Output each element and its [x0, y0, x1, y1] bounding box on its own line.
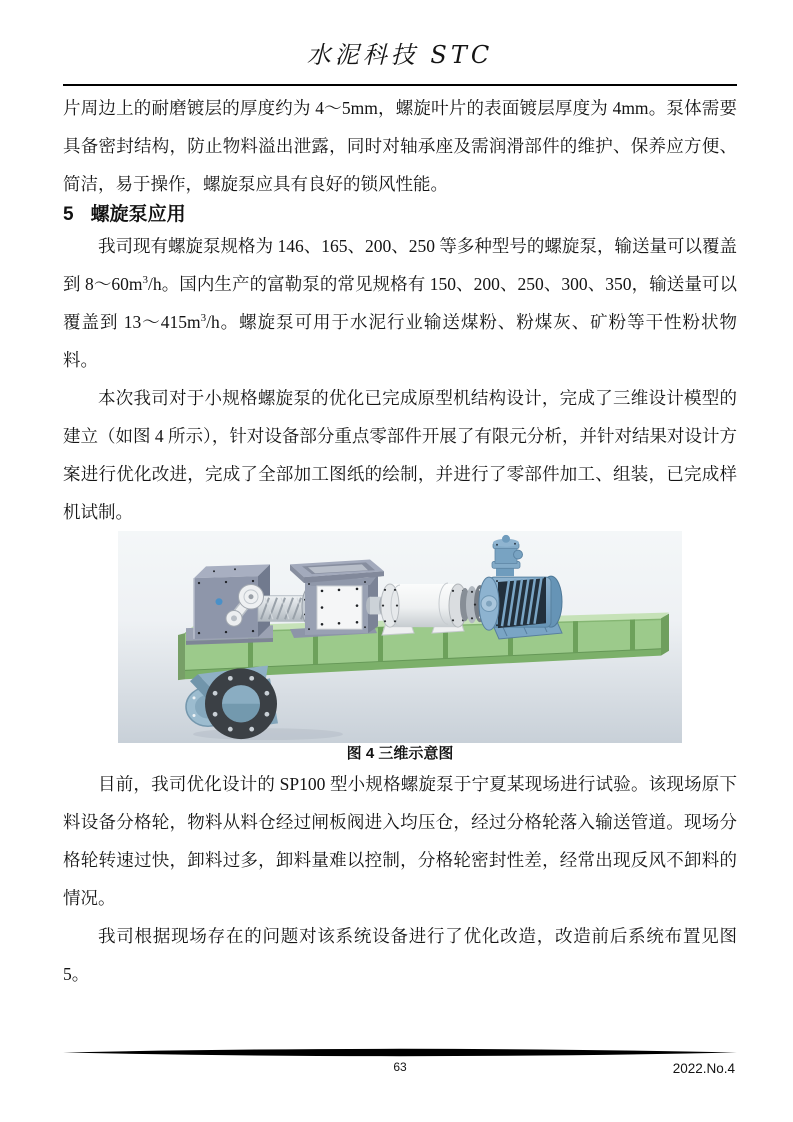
section-number: 5: [63, 204, 74, 225]
paragraph-specs: [63, 227, 737, 379]
journal-title: 水泥科技 STC: [306, 41, 494, 69]
page-content: [63, 0, 737, 993]
paragraph-retrofit: 我司根据现场存在的问题对该系统设备进行了优化改造，改造前后系统布置见图 5。: [63, 926, 737, 984]
footer-row: [63, 1057, 737, 1079]
footer-rule: [63, 1048, 737, 1057]
paragraph-design: 本次我司对于小规格螺旋泵的优化已完成原型机结构设计，完成了三维设计模型的建立（如图 4 所示），针对设备部分重点零部件开展了有限元分析，并针对结果对设计方案进行优化改进，完成了全部加工图纸的绘制，并进行了零部件加工、组装，已完成样机试制。: [63, 388, 737, 522]
section-heading: [63, 203, 737, 227]
header-rule: [63, 84, 737, 86]
motor: [479, 576, 562, 639]
figure-3d-model: [118, 531, 682, 743]
discharge-flange: [205, 668, 277, 739]
specs-text-1: 我司现有螺旋泵规格为 146、165、200、250 等多种型号的螺旋泵，输送量可以覆盖到 8～60m: [63, 236, 737, 294]
page-number: 63: [393, 1060, 407, 1074]
paragraph-field-test: 目前，我司优化设计的 SP100 型小规格螺旋泵于宁夏某现场进行试验。该现场原下料设备分格轮，物料从料仓经过闸板阀进入均压仓，经过分格轮落入输送管道。现场分格轮转速过快，卸料过多，卸料量难以控制，分格轮密封性差，经常出现反风不卸料的情况。: [63, 774, 737, 908]
cubic-superscript-1: 3: [142, 274, 149, 287]
cubic-superscript-2: 3: [200, 312, 207, 325]
ground-shadow: [193, 728, 343, 740]
paragraph-continuation: 片周边上的耐磨镀层的厚度约为 4～5mm，螺旋叶片的表面镀层厚度为 4mm。泵体需要具备密封结构，防止物料溢出泄露，同时对轴承座及需润滑部件的维护、保养应方便、简洁，易于操作，螺旋泵应具有良好的锁风性能。: [63, 98, 737, 194]
specs-text-3: /h。螺旋泵可用于水泥行业输送煤粉、粉煤灰、矿粉等干性粉状物料。: [63, 312, 737, 370]
section-title: 螺旋泵应用: [90, 204, 186, 225]
page-footer: [63, 1048, 737, 1079]
specs-text-2: /h。国内生产的富勒泵的常见规格有 150、200、250、300、350，输送量可以覆盖到 13～415m: [63, 274, 737, 332]
figure-4: [118, 531, 682, 765]
figure-4-caption: 图 4 三维示意图: [346, 745, 454, 762]
issue-number: 2022.No.4: [672, 1061, 735, 1076]
